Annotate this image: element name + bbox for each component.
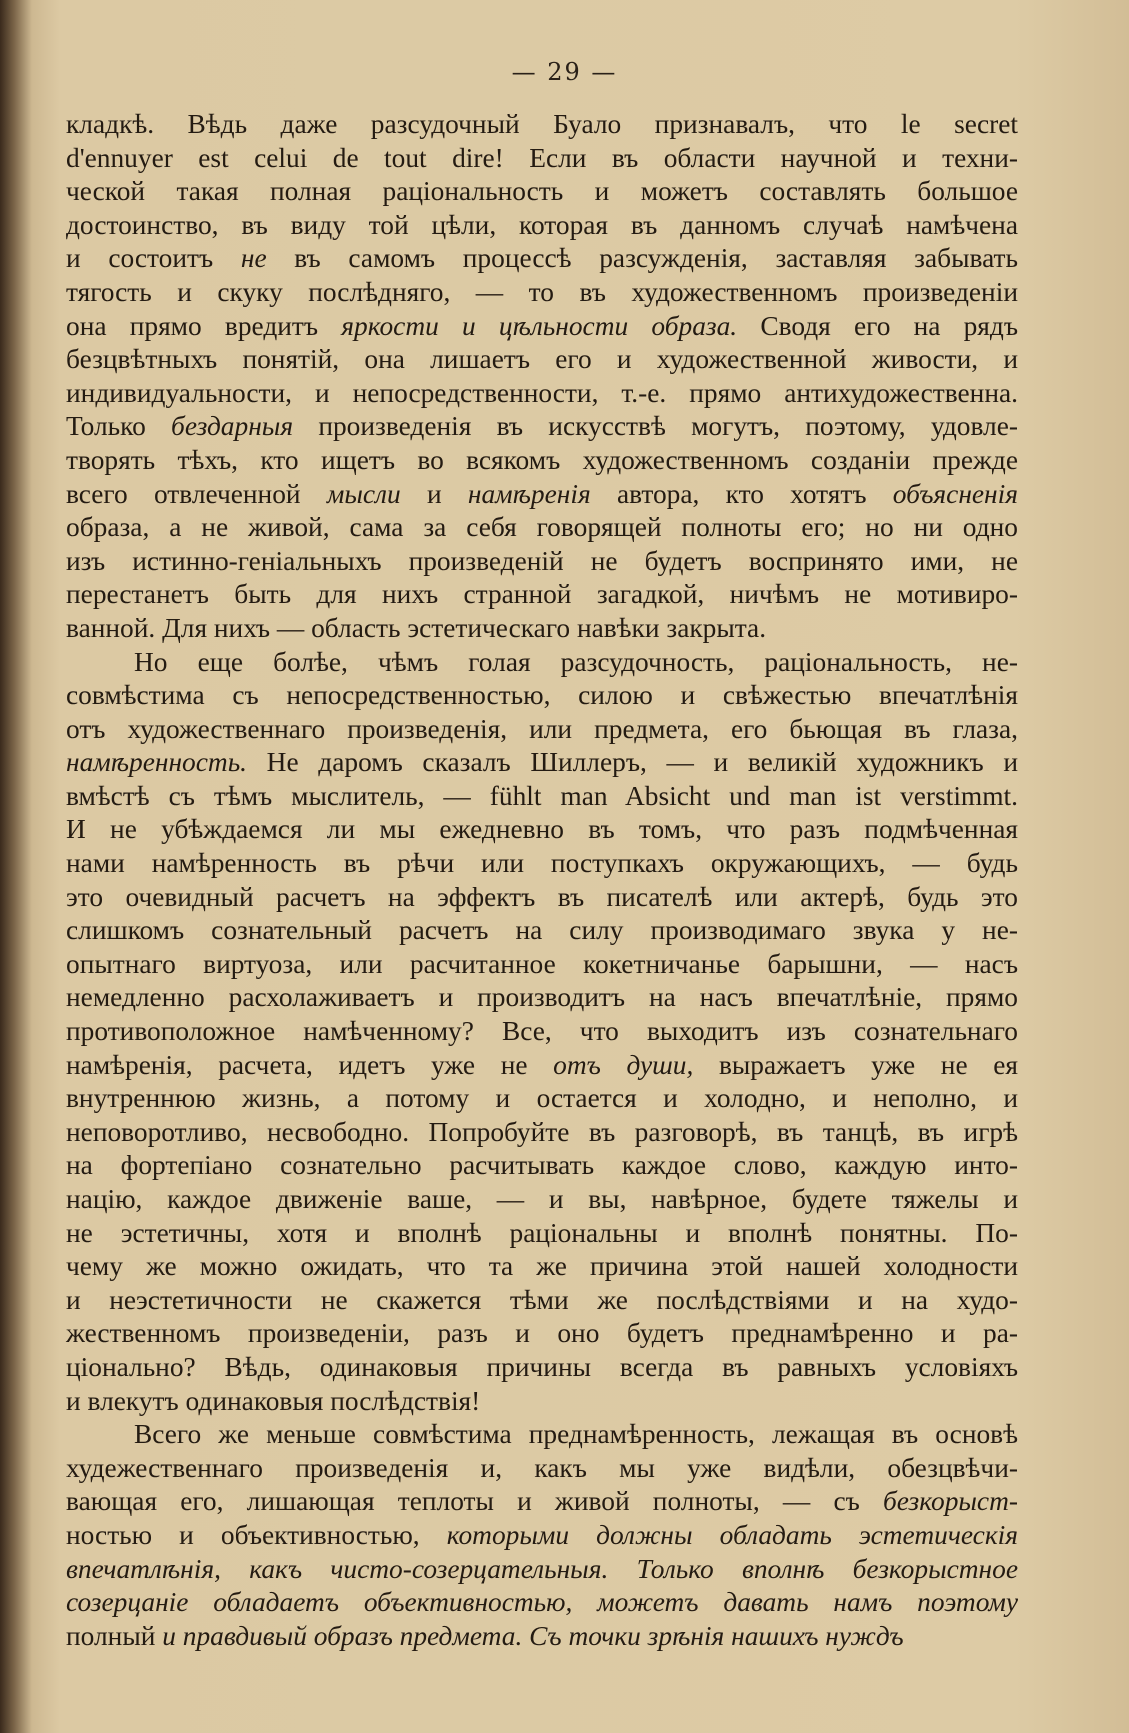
text-line: изъ истинно-геніальныхъ произведеній не будетъ воспринято ими, не xyxy=(66,545,1018,576)
text-line: вмѣстѣ съ тѣмъ мыслитель, — fühlt man Absicht und man ist verstimmt. xyxy=(66,780,1018,811)
text-line: ванной. Для нихъ — область эстетическаго навѣки закрыта. xyxy=(66,612,767,643)
text-line: образа, а не живой, сама за себя говорящей полноты его; но ни одно xyxy=(66,512,1018,543)
text-line: тягость и скуку послѣдняго, — то въ художественномъ произведеніи xyxy=(66,276,1018,307)
text-line: противоположное намѣченному? Все, что выходитъ изъ сознательнаго xyxy=(66,1016,1018,1047)
text-line: жественномъ произведеніи, разъ и оно будетъ преднамѣренно и ра- xyxy=(66,1318,1018,1349)
text-line: ческой такая полная раціональность и можетъ составлять большое xyxy=(66,176,1018,207)
text-line: перестанетъ быть для нихъ странной загадкой, ничѣмъ не мотивиро- xyxy=(66,579,1018,610)
text-line: на фортепіано сознательно расчитывать каждое слово, каждую инто- xyxy=(66,1150,1018,1181)
text-line: слишкомъ сознательный расчетъ на силу производимаго звука у не- xyxy=(66,915,1018,946)
text-line: кладкѣ. Вѣдь даже разсудочный Буало признавалъ, что le secret xyxy=(66,109,1018,139)
text-line: это очевидный расчетъ на эффектъ въ писателѣ или актерѣ, будь это xyxy=(66,881,1018,912)
text-line: ціонально? Вѣдь, одинаковыя причины всегда въ равныхъ условіяхъ xyxy=(66,1351,1018,1382)
text-line: вающая его, лишающая теплоты и живой полноты, — съ безкорыст- xyxy=(66,1486,1018,1517)
text-line: впечатлѣнія, какъ чисто-созерцательныя. Только вполнѣ безкорыстное xyxy=(66,1553,1018,1584)
text-line: не эстетичны, хотя и вполнѣ раціональны и вполнѣ понятны. По- xyxy=(66,1217,1018,1248)
text-line: совмѣстима съ непосредственностью, силою и свѣжестью впечатлѣнія xyxy=(66,680,1018,711)
text-line: нами намѣренность въ рѣчи или поступкахъ окружающихъ, — будь xyxy=(66,848,1018,879)
paragraph xyxy=(66,646,1018,1419)
text-line: d'ennuyer est celui de tout dire! Если въ области научной и техни- xyxy=(66,142,1018,173)
paragraph xyxy=(66,1418,1018,1653)
text-line: неповоротливо, несвободно. Попробуйте въ разговорѣ, въ танцѣ, въ игрѣ xyxy=(66,1116,1018,1147)
text-line: созерцаніе обладаетъ объективностью, можетъ давать намъ поэтому xyxy=(66,1587,1018,1618)
text-line: и неэстетичности не скажется тѣми же послѣдствіями и на худо- xyxy=(66,1284,1018,1315)
text-line: худежественнаго произведенія и, какъ мы уже видѣли, обезцвѣчи- xyxy=(66,1452,1018,1483)
text-line: Только бездарныя произведенія въ искусствѣ могутъ, поэтому, удовле- xyxy=(66,411,1019,442)
text-line: намѣренія, расчета, идетъ уже не отъ души, выражаетъ уже не ея xyxy=(66,1049,1018,1080)
text-line: ностью и объективностью, которыми должны обладать эстетическія xyxy=(66,1519,1018,1550)
text-line: націю, каждое движеніе ваше, — и вы, навѣрное, будете тяжелы и xyxy=(66,1184,1018,1214)
text-line: индивидуальности, и непосредственности, т.-е. прямо антихудожественна. xyxy=(66,377,1018,408)
page-number: — 29 — xyxy=(511,58,618,86)
text-line: И не убѣждаемся ли мы ежедневно въ томъ, что разъ подмѣченная xyxy=(66,814,1018,845)
text-line: намѣренность. Не даромъ сказалъ Шиллеръ, — и великій художникъ и xyxy=(66,747,1018,778)
text-line: внутреннюю жизнь, а потому и остается и холодно, и неполно, и xyxy=(66,1083,1018,1114)
text-line: творять тѣхъ, кто ищетъ во всякомъ художественномъ созданіи прежде xyxy=(66,444,1018,475)
text-line: безцвѣтныхъ понятій, она лишаетъ его и художественной живости, и xyxy=(66,344,1018,375)
text-line: она прямо вредитъ яркости и цѣльности образа. Сводя его на рядъ xyxy=(66,310,1019,341)
text-line: и состоитъ не въ самомъ процессѣ разсужденія, заставляя забывать xyxy=(66,243,1018,274)
text-line: полный и правдивый образъ предмета. Съ точки зрѣнія нашихъ нуждъ xyxy=(66,1620,904,1651)
text-line: Но еще болѣе, чѣмъ голая разсудочность, раціональность, не- xyxy=(134,646,1018,677)
text-line: опытнаго виртуоза, или расчитанное кокетничанье барышни, — насъ xyxy=(66,948,1018,979)
text-line: и влекутъ одинаковыя послѣдствія! xyxy=(66,1385,481,1416)
text-line: всего отвлеченной мысли и намѣренія автора, кто хотятъ объясненія xyxy=(66,478,1018,509)
text-line: достоинство, въ виду той цѣли, которая въ данномъ случаѣ намѣчена xyxy=(66,209,1018,240)
text-line: немедленно расхолаживаетъ и производитъ на насъ впечатлѣніе, прямо xyxy=(66,982,1018,1013)
body-text xyxy=(66,108,1018,1653)
text-line: чему же можно ожидать, что та же причина этой нашей холодности xyxy=(66,1251,1018,1282)
paragraph xyxy=(66,108,1018,646)
text-line: Всего же меньше совмѣстима преднамѣренность, лежащая въ основѣ xyxy=(134,1419,1018,1450)
text-line: отъ художественнаго произведенія, или предмета, его бьющая въ глаза, xyxy=(66,713,1018,744)
